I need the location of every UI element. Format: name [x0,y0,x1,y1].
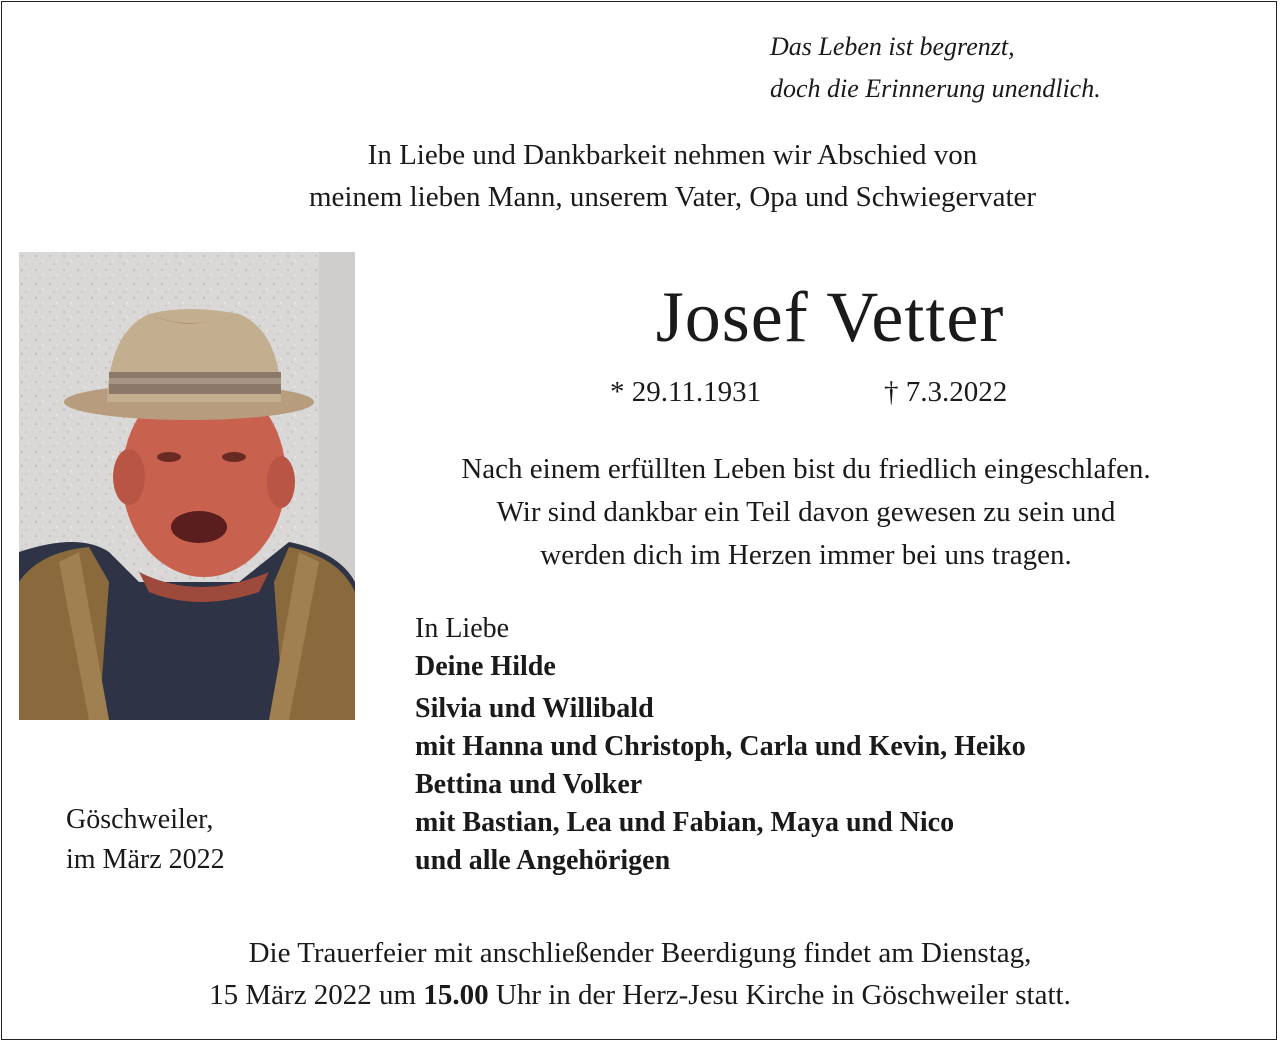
birth-date: * 29.11.1931 [610,376,762,408]
mourner-line: Bettina und Volker [415,769,643,800]
mourner-line: Deine Hilde [415,651,556,682]
mourners-list [415,610,1026,880]
mourners-intro: In Liebe [415,613,510,644]
funeral-announcement [0,932,1280,1016]
funeral-location-text: Uhr in der Herz-Jesu Kirche in Göschweiler statt. [488,979,1071,1011]
deceased-name: Josef Vetter [655,277,1005,357]
portrait-illustration [19,252,355,720]
mourner-line: mit Hanna und Christoph, Carla und Kevin, Heiko [415,731,1026,762]
motto-quote [770,26,1101,110]
mourner-line: und alle Angehörigen [415,845,671,876]
funeral-line-2 [0,974,1280,1016]
intro-text [0,134,1280,218]
motto-line-2: doch die Erinnerung unendlich. [770,74,1101,103]
mourner-line: mit Bastian, Lea und Fabian, Maya und Nico [415,807,955,838]
place-line-1: Göschweiler, [66,804,214,835]
funeral-time: 15.00 [423,979,489,1011]
intro-line-1: In Liebe und Dankbarkeit nehmen wir Abschied von [367,139,978,171]
mourner-line: Silvia und Willibald [415,693,654,724]
memorial-verse [386,448,1226,577]
verse-line-2: Wir sind dankbar ein Teil davon gewesen zu sein und [496,496,1116,528]
funeral-date-text: 15 März 2022 um [209,979,424,1011]
portrait-photo [19,252,355,720]
intro-line-2: meinem lieben Mann, unserem Vater, Opa und Schwiegervater [308,181,1037,213]
place-line-2: im März 2022 [66,844,225,875]
funeral-line-1: Die Trauerfeier mit anschließender Beerdigung findet am Dienstag, [248,937,1032,969]
verse-line-1: Nach einem erfüllten Leben bist du friedlich eingeschlafen. [461,453,1151,485]
motto-line-1: Das Leben ist begrenzt, [770,32,1015,61]
place-and-date [66,800,225,880]
verse-line-3: werden dich im Herzen immer bei uns tragen. [540,539,1072,571]
death-date: † 7.3.2022 [884,376,1008,408]
